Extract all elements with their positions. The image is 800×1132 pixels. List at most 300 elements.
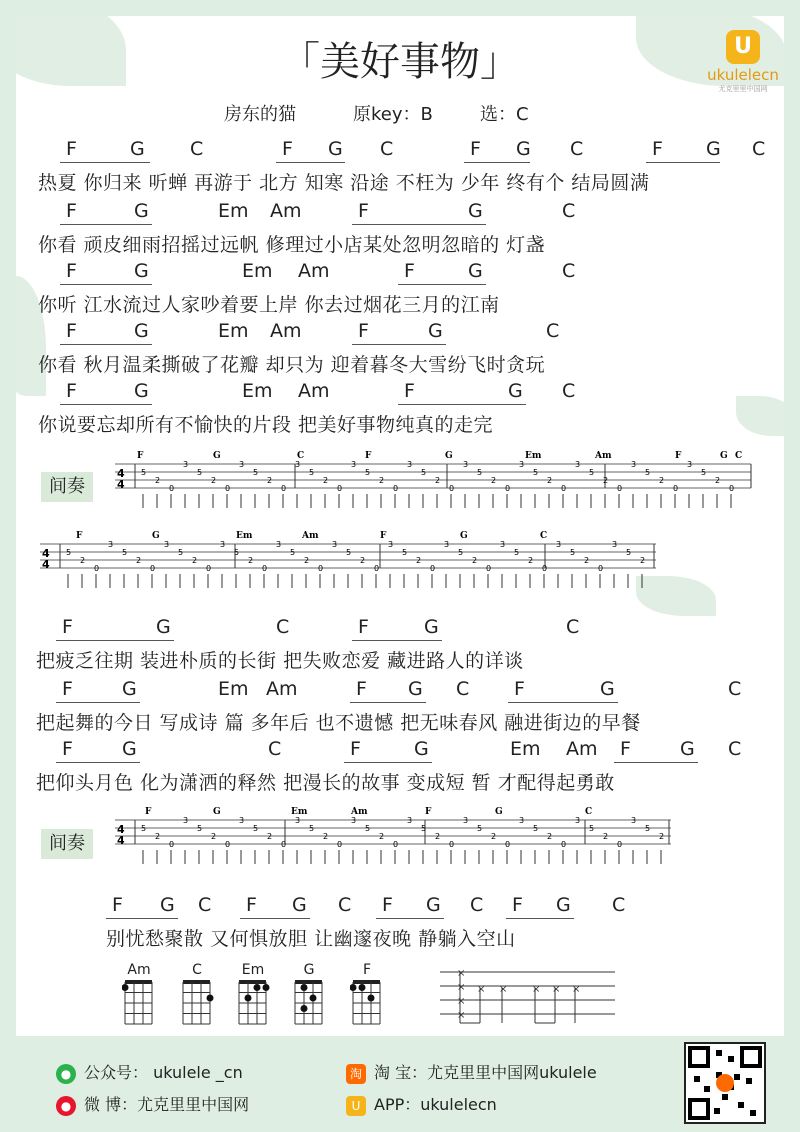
chord-label: F — [512, 894, 523, 916]
chord-grid — [350, 978, 384, 1028]
tab-note: 2 — [715, 476, 721, 485]
chord-label: C — [380, 138, 394, 160]
chord-label: G — [428, 320, 443, 342]
tab-staff-3 — [115, 804, 675, 879]
lyric-line: 你听 江水流过人家吵着要上岸 你去过烟花三月的江南 — [38, 294, 500, 316]
chord-label: G — [408, 678, 423, 700]
chord-underline — [352, 224, 486, 225]
tab-note: 5 — [197, 824, 203, 833]
tab-note: 3 — [276, 540, 282, 549]
tab-note: 5 — [533, 824, 539, 833]
tab-note: 2 — [603, 476, 609, 485]
chord-diagram — [292, 962, 326, 1032]
tab-note: 5 — [253, 824, 259, 833]
chord-underline — [464, 162, 530, 163]
lyric-line: 你看 顽皮细雨招摇过远帆 修理过小店某处忽明忽暗的 灯盏 — [38, 234, 546, 256]
tab-note: 2 — [435, 476, 441, 485]
tab-note: 2 — [547, 476, 553, 485]
chord-label: C — [276, 616, 290, 638]
tab-note: 2 — [155, 476, 161, 485]
tab-note: 3 — [463, 460, 469, 469]
weibo-text: 微 博：尤克里里中国网 — [84, 1095, 250, 1114]
interlude-label: 间奏 — [41, 472, 93, 502]
svg-text:×: × — [572, 984, 581, 995]
chord-underline — [506, 918, 574, 919]
tab-note: 2 — [435, 832, 441, 841]
tab-note: 3 — [407, 816, 413, 825]
tab-note: 0 — [542, 564, 548, 573]
tab-note: 5 — [253, 468, 259, 477]
finger-dot — [310, 995, 317, 1002]
leaf-decoration — [736, 396, 784, 436]
tab-note: 5 — [365, 468, 371, 477]
lyric-line: 热夏 你归来 听蝉 再游于 北方 知寒 沿途 不枉为 少年 终有个 结局圆满 — [38, 172, 650, 194]
tab-note: 0 — [598, 564, 604, 573]
tab-chord-label: Em — [525, 451, 542, 461]
chord-label: F — [358, 320, 369, 342]
tab-chord-label: F — [137, 451, 144, 461]
tab-chord-label: C — [540, 531, 548, 541]
chord-label: F — [620, 738, 631, 760]
chord-underline — [56, 762, 140, 763]
chord-label: G — [424, 616, 439, 638]
chord-underline — [352, 640, 442, 641]
chord-label: F — [66, 380, 77, 402]
tab-note: 0 — [150, 564, 156, 573]
tab-note: 5 — [589, 468, 595, 477]
svg-text:×: × — [499, 984, 508, 995]
tab-staff-1 — [115, 448, 755, 523]
chord-underline — [376, 918, 444, 919]
chord-label: F — [62, 678, 73, 700]
chord-label: G — [156, 616, 171, 638]
tab-chord-label: G — [720, 451, 728, 461]
chord-label: F — [246, 894, 257, 916]
tab-note: 3 — [687, 460, 693, 469]
chord-label: F — [358, 200, 369, 222]
tab-note: 2 — [267, 832, 273, 841]
tab-chord-label: C — [735, 451, 743, 461]
tab-note: 2 — [211, 832, 217, 841]
wechat-icon: ● — [56, 1064, 76, 1084]
svg-text:×: × — [457, 982, 466, 993]
tab-note: 5 — [533, 468, 539, 477]
chord-label: C — [456, 678, 470, 700]
tab-note: 5 — [309, 824, 315, 833]
chord-diagram-label: Am — [127, 962, 151, 978]
tab-note: 0 — [94, 564, 100, 573]
chord-label: C — [752, 138, 766, 160]
chord-label: C — [612, 894, 626, 916]
finger-dot — [301, 984, 308, 991]
tab-note: 5 — [346, 548, 352, 557]
tab-note: 5 — [141, 468, 147, 477]
chord-label: Em — [510, 738, 541, 760]
chord-underline — [646, 162, 720, 163]
tab-chord-label: Em — [291, 807, 308, 817]
chosen-key: 选：C — [480, 104, 529, 125]
time-signature: 4 — [42, 558, 50, 571]
chord-label: F — [470, 138, 481, 160]
chord-label: F — [62, 738, 73, 760]
chord-label: G — [134, 200, 149, 222]
interlude-label: 间奏 — [41, 829, 93, 859]
ukulele-icon: U — [726, 30, 760, 64]
finger-dot — [350, 984, 357, 991]
chord-label: Em — [218, 200, 249, 222]
tab-note: 5 — [514, 548, 520, 557]
tab-note: 0 — [617, 484, 623, 493]
chord-underline — [60, 284, 152, 285]
tab-note: 3 — [519, 816, 525, 825]
chord-grid — [180, 978, 214, 1028]
svg-text:×: × — [532, 984, 541, 995]
logo-subtitle: 尤克里里中国网 — [718, 85, 768, 93]
chord-label: F — [358, 616, 369, 638]
chord-grid — [236, 978, 270, 1028]
chord-grid — [122, 978, 156, 1028]
artist-name: 房东的猫 — [224, 104, 296, 125]
tab-note: 2 — [416, 556, 422, 565]
tab-chord-label: Em — [236, 531, 253, 541]
svg-text:×: × — [552, 984, 561, 995]
nut — [295, 980, 322, 984]
chord-label: G — [122, 678, 137, 700]
tab-note: 0 — [449, 484, 455, 493]
tab-note: 5 — [122, 548, 128, 557]
chord-label: G — [468, 260, 483, 282]
tab-note: 2 — [192, 556, 198, 565]
tab-note: 2 — [640, 556, 646, 565]
tab-note: 2 — [304, 556, 310, 565]
finger-dot — [245, 995, 252, 1002]
tab-note: 2 — [248, 556, 254, 565]
finger-dot — [254, 984, 261, 991]
chord-label: F — [62, 616, 73, 638]
chord-diagram-label: C — [192, 962, 202, 978]
tab-note: 2 — [155, 832, 161, 841]
tab-note: 5 — [290, 548, 296, 557]
tab-note: 0 — [486, 564, 492, 573]
tab-note: 2 — [528, 556, 534, 565]
chord-label: F — [66, 138, 77, 160]
chord-label: G — [600, 678, 615, 700]
tab-note: 2 — [80, 556, 86, 565]
chord-label: G — [414, 738, 429, 760]
finger-dot — [368, 995, 375, 1002]
tab-note: 5 — [626, 548, 632, 557]
time-signature: 4 — [117, 467, 125, 480]
chord-label: G — [134, 380, 149, 402]
time-signature: 4 — [117, 478, 125, 491]
app-text: APP：ukulelecn — [374, 1095, 497, 1114]
lyric-line: 你看 秋月温柔撕破了花瓣 却只为 迎着暮冬大雪纷飞时贪玩 — [38, 354, 546, 376]
tab-note: 5 — [421, 824, 427, 833]
chord-underline — [344, 762, 432, 763]
chord-diagram-label: G — [303, 962, 315, 978]
tab-note: 0 — [729, 484, 735, 493]
tab-note: 5 — [645, 824, 651, 833]
nut — [353, 980, 380, 984]
tab-chord-label: Am — [351, 807, 368, 817]
chord-label: C — [728, 738, 742, 760]
tab-note: 3 — [444, 540, 450, 549]
tab-note: 2 — [659, 476, 665, 485]
tab-chord-label: C — [585, 807, 593, 817]
tab-note: 5 — [421, 468, 427, 477]
chord-label: F — [66, 260, 77, 282]
taobao-store[interactable] — [346, 1060, 597, 1084]
tab-chord-label: G — [445, 451, 453, 461]
lyric-line: 别忧愁聚散 又何惧放胆 让幽邃夜晚 静躺入空山 — [106, 928, 516, 950]
site-logo[interactable] — [706, 30, 780, 94]
chord-label: G — [516, 138, 531, 160]
tab-note: 5 — [309, 468, 315, 477]
tab-note: 5 — [197, 468, 203, 477]
finger-dot — [122, 984, 129, 991]
tab-note: 0 — [561, 840, 567, 849]
chord-label: C — [728, 678, 742, 700]
tab-note: 3 — [183, 460, 189, 469]
chord-label: G — [680, 738, 695, 760]
tab-note: 0 — [206, 564, 212, 573]
tab-note: 0 — [169, 484, 175, 493]
tab-chord-label: F — [145, 807, 152, 817]
finger-dot — [359, 984, 366, 991]
chord-label: F — [66, 200, 77, 222]
tab-note: 3 — [388, 540, 394, 549]
chord-underline — [106, 918, 178, 919]
chord-label: Em — [242, 260, 273, 282]
tab-note: 0 — [169, 840, 175, 849]
tab-chord-label: G — [213, 807, 221, 817]
tab-note: 0 — [281, 840, 287, 849]
tab-chord-label: F — [380, 531, 387, 541]
tab-note: 2 — [659, 832, 665, 841]
chord-diagram — [180, 962, 214, 1032]
tab-note: 3 — [239, 816, 245, 825]
tab-note: 2 — [267, 476, 273, 485]
tab-chord-label: G — [213, 451, 221, 461]
taobao-text: 淘 宝：尤克里里中国网ukulele — [374, 1063, 597, 1082]
chord-diagram — [122, 962, 156, 1032]
tab-note: 5 — [477, 468, 483, 477]
original-key: 原key：B — [353, 104, 433, 125]
tab-note: 3 — [556, 540, 562, 549]
app-info[interactable] — [346, 1092, 497, 1116]
chord-label: G — [468, 200, 483, 222]
chord-underline — [352, 344, 446, 345]
chord-underline — [614, 762, 698, 763]
tab-note: 0 — [430, 564, 436, 573]
chord-label: G — [292, 894, 307, 916]
chord-label: G — [130, 138, 145, 160]
taobao-icon: 淘 — [346, 1064, 366, 1084]
chord-label: C — [570, 138, 584, 160]
tab-note: 2 — [211, 476, 217, 485]
tab-note: 3 — [575, 816, 581, 825]
chord-label: Am — [298, 380, 330, 402]
chord-label: C — [562, 200, 576, 222]
chord-label: Am — [298, 260, 330, 282]
chord-label: F — [652, 138, 663, 160]
chord-underline — [398, 404, 526, 405]
tab-note: 0 — [393, 840, 399, 849]
tab-note: 5 — [477, 824, 483, 833]
tab-note: 0 — [673, 484, 679, 493]
svg-text:×: × — [457, 1010, 466, 1021]
tab-note: 0 — [561, 484, 567, 493]
tab-note: 3 — [183, 816, 189, 825]
chord-label: Em — [218, 320, 249, 342]
chord-underline — [240, 918, 310, 919]
tab-note: 5 — [66, 548, 72, 557]
chord-label: G — [134, 260, 149, 282]
tab-note: 0 — [337, 840, 343, 849]
tab-chord-label: F — [675, 451, 682, 461]
chord-label: G — [426, 894, 441, 916]
chord-underline — [60, 404, 152, 405]
tab-note: 2 — [603, 832, 609, 841]
weibo-icon: ● — [56, 1096, 76, 1116]
chord-underline — [276, 162, 345, 163]
tab-note: 3 — [575, 460, 581, 469]
tab-note: 3 — [220, 540, 226, 549]
tab-note: 2 — [584, 556, 590, 565]
lyric-line: 把仰头月色 化为潇洒的释然 把漫长的故事 变成短 暂 才配得起勇敢 — [36, 772, 615, 794]
chord-label: G — [556, 894, 571, 916]
tab-note: 0 — [393, 484, 399, 493]
lyric-line: 把疲乏往期 装进朴质的长街 把失败恋爱 藏进路人的详谈 — [36, 650, 524, 672]
tab-chord-label: G — [152, 531, 160, 541]
tab-note: 2 — [323, 476, 329, 485]
tab-note: 3 — [500, 540, 506, 549]
chord-label: G — [706, 138, 721, 160]
tab-note: 3 — [351, 460, 357, 469]
strum-pattern — [440, 968, 620, 1028]
chord-diagram — [236, 962, 270, 1032]
tab-note: 0 — [617, 840, 623, 849]
chord-label: F — [514, 678, 525, 700]
chord-underline — [60, 162, 150, 163]
tab-chord-label: Am — [595, 451, 612, 461]
chord-label: C — [198, 894, 212, 916]
qr-code-icon — [686, 1044, 764, 1122]
chord-label: C — [338, 894, 352, 916]
tab-note: 3 — [631, 816, 637, 825]
chord-underline — [508, 702, 618, 703]
tab-chord-label: Am — [302, 531, 319, 541]
chord-label: G — [508, 380, 523, 402]
lyric-line: 把起舞的今日 写成诗 篇 多年后 也不遗憾 把无味春风 融进街边的早餐 — [36, 712, 641, 734]
tab-note: 2 — [323, 832, 329, 841]
weibo-account[interactable] — [56, 1092, 249, 1116]
tab-note: 2 — [136, 556, 142, 565]
finger-dot — [263, 984, 270, 991]
tab-note: 3 — [295, 460, 301, 469]
chord-label: F — [404, 260, 415, 282]
tab-chord-label: F — [425, 807, 432, 817]
tab-note: 5 — [570, 548, 576, 557]
chord-label: Em — [218, 678, 249, 700]
tab-staff-2 — [40, 528, 660, 603]
chord-underline — [60, 344, 152, 345]
chord-grid — [292, 978, 326, 1028]
tab-note: 3 — [612, 540, 618, 549]
chord-label: G — [328, 138, 343, 160]
tab-note: 5 — [234, 548, 240, 557]
tab-note: 5 — [458, 548, 464, 557]
tab-note: 2 — [547, 832, 553, 841]
chord-label: C — [546, 320, 560, 342]
tab-note: 5 — [178, 548, 184, 557]
chord-label: Am — [270, 320, 302, 342]
wechat-text: 公众号： ukulele _cn — [84, 1063, 243, 1082]
nut — [239, 980, 266, 984]
finger-dot — [301, 1005, 308, 1012]
lyric-line: 你说要忘却所有不愉快的片段 把美好事物纯真的走完 — [38, 414, 494, 436]
tab-note: 5 — [141, 824, 147, 833]
qr-code[interactable] — [684, 1042, 766, 1124]
chord-label: C — [470, 894, 484, 916]
chord-diagram — [350, 962, 384, 1032]
tab-note: 3 — [407, 460, 413, 469]
chord-label: C — [566, 616, 580, 638]
chord-label: F — [350, 738, 361, 760]
wechat-account[interactable] — [56, 1060, 243, 1084]
tab-note: 3 — [295, 816, 301, 825]
chord-label: G — [134, 320, 149, 342]
tab-note: 5 — [701, 468, 707, 477]
nut — [125, 980, 152, 984]
chord-underline — [56, 702, 140, 703]
tab-note: 2 — [360, 556, 366, 565]
svg-text:×: × — [477, 984, 486, 995]
svg-text:×: × — [457, 968, 466, 979]
chord-label: C — [562, 260, 576, 282]
chord-label: F — [282, 138, 293, 160]
tab-note: 3 — [519, 460, 525, 469]
chord-underline — [56, 640, 174, 641]
chord-label: F — [112, 894, 123, 916]
chord-label: C — [190, 138, 204, 160]
tab-chord-label: F — [365, 451, 372, 461]
tab-note: 5 — [589, 824, 595, 833]
tab-note: 2 — [379, 832, 385, 841]
tab-note: 3 — [332, 540, 338, 549]
chord-label: G — [122, 738, 137, 760]
chord-label: G — [160, 894, 175, 916]
chord-underline — [60, 224, 152, 225]
chord-label: F — [66, 320, 77, 342]
chord-label: Am — [266, 678, 298, 700]
nut — [183, 980, 210, 984]
tab-note: 3 — [239, 460, 245, 469]
chord-underline — [398, 284, 486, 285]
tab-note: 3 — [351, 816, 357, 825]
tab-chord-label: G — [460, 531, 468, 541]
time-signature: 4 — [117, 834, 125, 847]
tab-note: 3 — [463, 816, 469, 825]
chord-diagram-label: F — [362, 962, 372, 978]
chord-label: Am — [566, 738, 598, 760]
tab-note: 5 — [645, 468, 651, 477]
tab-note: 2 — [379, 476, 385, 485]
tab-note: 0 — [505, 484, 511, 493]
tab-note: 3 — [108, 540, 114, 549]
chord-label: C — [562, 380, 576, 402]
tab-chord-label: F — [76, 531, 83, 541]
